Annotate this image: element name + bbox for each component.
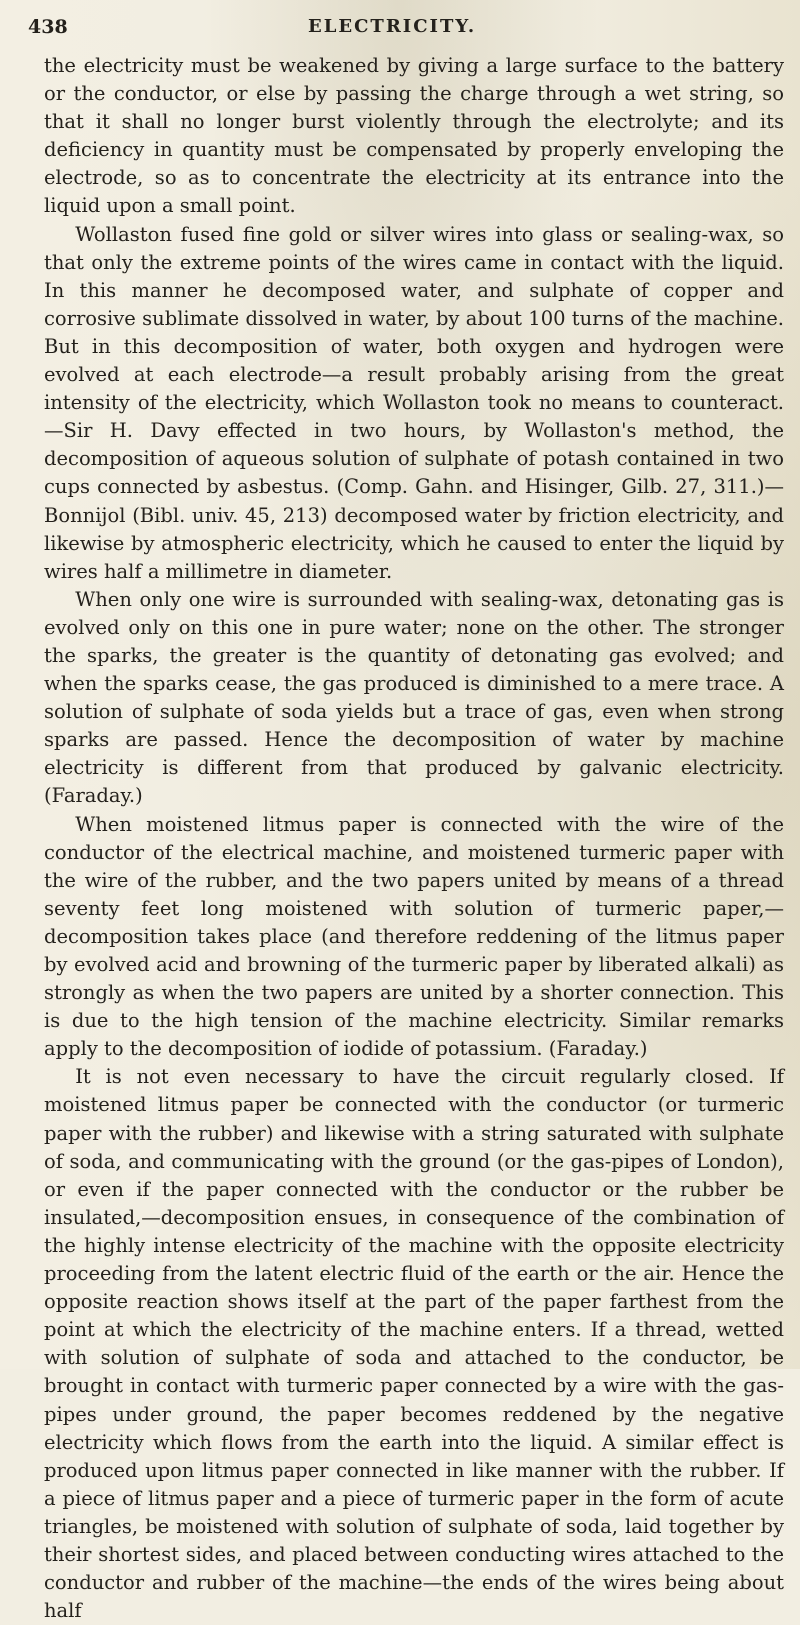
paragraph-circuit: It is not even necessary to have the circuit regularly closed. If moistened litmus paper be connected with the conductor (or turmeric paper with the rubber) and likewise with a string saturated with sulphate of soda, and communicating with the ground (or the gas-pipes of London), or even if the paper connected with the conductor or the rubber be insulated,—decomposition ensues, in consequence of the combination of the highly intense electricity of the machine with the opposite electricity proceeding from the latent electric fluid of the earth or the air. Hence the opposite reaction shows itself at the part of the paper farthest from the point at which the electricity of the machine enters. If a thread, wetted with solution of sulphate of soda and attached to the conductor, be brought in contact with turmeric paper connected by a wire with the gas-pipes under ground, the paper becomes reddened by the negative electricity which flows from the earth into the liquid. A similar effect is produced upon litmus paper connected in like manner with the rubber. If a piece of litmus paper and a piece of turmeric paper in the form of acute triangles, be moistened with solution of sulphate of soda, laid together by their shortest sides, and placed between conducting wires attached to the conductor and rubber of the machine—the ends of the wires being about half — [44, 1065, 784, 1623]
page-header — [28, 12, 760, 42]
paragraph-litmus-paper: When moistened litmus paper is connected with the wire of the conductor of the electrical machine, and moistened turmeric paper with the wire of the rubber, and the two papers united by means of a thread seventy feet long moistened with solution of turmeric paper,—decomposition takes place (and therefore reddening of the litmus paper by evolved acid and browning of the turmeric paper by liberated alkali) as strongly as when the two papers are united by a shorter connection. This is due to the high tension of the machine electricity. Similar remarks apply to the decomposition of iodide of potassium. (Faraday.) — [44, 812, 784, 1061]
paragraph-continued: the electricity must be weakened by giving a large surface to the battery or the conductor, or else by passing the charge through a wet string, so that it shall no longer burst violently through the electrolyte; and its deficiency in quantity must be compensated by properly enveloping the electrode, so as to concentrate the electricity at its entrance into the liquid upon a small point. — [44, 54, 784, 218]
paragraph-wollaston: Wollaston fused fine gold or silver wires into glass or sealing-wax, so that only the extreme points of the wires came in contact with the liquid. In this manner he decomposed water, and sulphate of copper and corrosive sublimate dissolved in water, by about 100 turns of the machine. But in this decomposition of water, both oxygen and hydrogen were evolved at each electrode—a result probably arising from the great intensity of the electricity, which Wollaston took no means to counteract.—Sir H. Davy effected in two hours, by Wollaston's method, the decomposition of aqueous solution of sulphate of potash contained in two cups connected by asbestus. (Comp. Gahn. and Hisinger, Gilb. 27, 311.)—Bonnijol (Bibl. univ. 45, 213) decomposed water by friction electricity, and likewise by atmospheric electricity, which he caused to enter the liquid by wires half a millimetre in diameter. — [44, 222, 784, 583]
running-head: ELECTRICITY. — [308, 16, 477, 37]
page-number: 438 — [28, 16, 68, 38]
paragraph-sealing-wax: When only one wire is surrounded with sealing-wax, detonating gas is evolved only on this one in pure water; none on the other. The stronger the sparks, the greater is the quantity of detonating gas evolved; and when the sparks cease, the gas produced is diminished to a mere trace. A solution of sulphate of soda yields but a trace of gas, even when strong sparks are passed. Hence the decomposition of water by machine electricity is different from that produced by galvanic electricity. (Faraday.) — [44, 587, 784, 808]
body-text — [44, 52, 784, 1625]
